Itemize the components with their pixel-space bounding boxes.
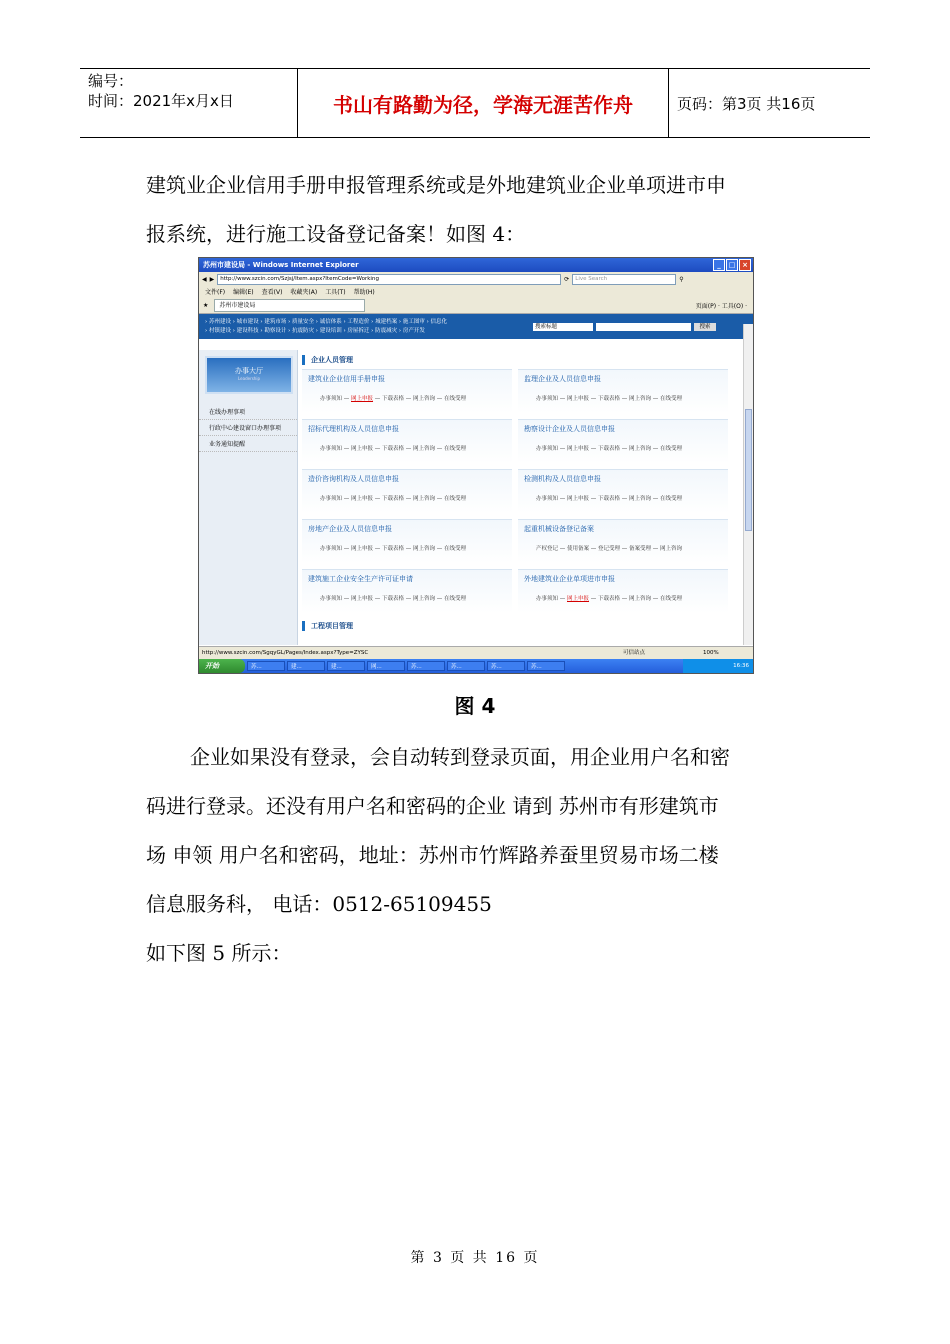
- section-title: 企业人员管理: [302, 355, 743, 365]
- maximize-icon[interactable]: □: [726, 259, 738, 271]
- taskbar-item[interactable]: 苏...: [527, 661, 565, 671]
- paragraph-line: 建筑业企业信用手册申报管理系统或是外地建筑业企业单项进市申: [146, 173, 726, 197]
- page-footer: 第 3 页 共 16 页: [410, 1250, 540, 1266]
- hall-subtitle: Leadership: [238, 376, 260, 381]
- taskbar-item[interactable]: 苏...: [487, 661, 525, 671]
- menu-view[interactable]: 查看(V): [261, 289, 283, 296]
- scroll-thumb[interactable]: [745, 409, 752, 531]
- figure-caption: 图 4: [454, 694, 496, 718]
- service-card: [302, 369, 512, 413]
- service-title[interactable]: 造价咨询机构及人员信息申报: [308, 475, 399, 483]
- online-apply-link[interactable]: 网上申报: [351, 396, 374, 402]
- taskbar-item[interactable]: 苏...: [407, 661, 445, 671]
- left-menu: [199, 404, 297, 452]
- paragraph-line: 如下图 5 所示：: [146, 941, 292, 965]
- service-card: [302, 569, 512, 613]
- search-icon[interactable]: ⚲: [679, 275, 684, 283]
- window-title: 苏州市建设局 - Windows Internet Explorer: [203, 261, 359, 269]
- service-links: [302, 384, 512, 402]
- toolbar-tools[interactable]: 页面(P) · 工具(O) ·: [695, 302, 747, 310]
- service-title[interactable]: 房地产企业及人员信息申报: [308, 525, 392, 533]
- service-card: [302, 519, 512, 563]
- nav-line[interactable]: › 苏州建设 › 城市建设 › 建筑市场 › 质量安全 › 诚信体系 › 工程造价 › 城建档案 › 施工图审 › 信息化: [205, 318, 448, 325]
- start-button[interactable]: 开始: [199, 659, 245, 673]
- menu-favorites[interactable]: 收藏夹(A): [290, 289, 318, 296]
- site-search-input[interactable]: [596, 323, 691, 331]
- links-text[interactable]: 办事须知 —: [320, 396, 351, 402]
- service-card: [302, 419, 512, 463]
- service-links[interactable]: 办事须知 — 网上申报 — 下载表格 — 网上咨询 — 在线受理: [536, 496, 682, 502]
- service-card: [518, 519, 728, 563]
- service-links[interactable]: 办事须知 — 网上申报 — 下载表格 — 网上咨询 — 在线受理: [320, 446, 466, 452]
- menu-help[interactable]: 帮助(H): [353, 289, 375, 296]
- close-icon[interactable]: ×: [739, 259, 751, 271]
- ie-title-bar: [199, 258, 753, 272]
- status-bar: [199, 646, 753, 659]
- service-card: [302, 469, 512, 513]
- browser-tab[interactable]: 苏州市建设局: [214, 299, 365, 312]
- service-grid: [302, 369, 743, 613]
- service-links[interactable]: 办事须知 — 网上申报 — 下载表格 — 网上咨询 — 在线受理: [536, 396, 682, 402]
- vertical-scrollbar[interactable]: [743, 324, 753, 645]
- service-title[interactable]: 起重机械设备登记备案: [524, 525, 594, 533]
- minimize-icon[interactable]: _: [713, 259, 725, 271]
- service-title[interactable]: 建筑施工企业安全生产许可证申请: [308, 575, 413, 583]
- figure-4-screenshot: [198, 257, 754, 674]
- service-title[interactable]: 外地建筑业企业单项进市申报: [524, 575, 615, 583]
- search-button[interactable]: 搜索: [694, 323, 716, 331]
- paragraph-line: 信息服务科， 电话：0512-65109455: [146, 892, 492, 916]
- refresh-icon[interactable]: ⟳: [564, 275, 570, 283]
- site-banner: [199, 314, 753, 339]
- service-title[interactable]: 监理企业及人员信息申报: [524, 375, 601, 383]
- forward-icon[interactable]: ▶: [209, 275, 215, 283]
- service-links[interactable]: 产权登记 — 使用备案 — 登记受理 — 备案受理 — 网上咨询: [536, 546, 682, 552]
- menu-file[interactable]: 文件(F): [205, 289, 226, 296]
- tab-bar: [199, 297, 753, 314]
- trusted-zone: 可信站点: [623, 650, 646, 656]
- back-icon[interactable]: ◀: [202, 275, 207, 283]
- system-clock: 16:36: [683, 659, 753, 673]
- taskbar-item[interactable]: 苏...: [447, 661, 485, 671]
- live-search-input[interactable]: Live Search: [572, 274, 676, 285]
- service-card: [518, 369, 728, 413]
- menu-edit[interactable]: 编辑(E): [233, 289, 254, 296]
- left-sidebar: [199, 350, 298, 645]
- service-links[interactable]: 办事须知 — 网上申报 — 下载表格 — 网上咨询 — 在线受理: [320, 546, 466, 552]
- taskbar-item[interactable]: 苏...: [247, 661, 285, 671]
- paragraph-line: 报系统，进行施工设备登记备案！如图 4：: [146, 222, 526, 246]
- online-apply-link[interactable]: 网上申报: [567, 596, 590, 602]
- search-select[interactable]: 搜索标题: [533, 323, 593, 331]
- service-hall-banner[interactable]: [205, 356, 293, 394]
- site-nav: [205, 318, 525, 336]
- service-card: [518, 469, 728, 513]
- paragraph-1: [146, 161, 810, 259]
- nav-line[interactable]: › 村镇建设 › 建设科技 › 勘察设计 › 抗震防灾 › 建设培训 › 房屋拆迁 › 防震减灾 › 房产开发: [205, 327, 425, 334]
- service-title[interactable]: 招标代理机构及人员信息申报: [308, 425, 399, 433]
- favorites-star-icon[interactable]: ★: [203, 301, 209, 309]
- paragraph-2: [146, 733, 810, 978]
- main-panel: [298, 350, 743, 645]
- site-search: [533, 323, 716, 331]
- address-bar: [199, 272, 753, 286]
- service-card: [518, 569, 728, 613]
- hall-title: 办事大厅: [235, 367, 263, 375]
- links-text[interactable]: 办事须知 —: [536, 596, 567, 602]
- paragraph-line: 场 申领 用户名和密码，地址：苏州市竹辉路养蚕里贸易市场二楼: [146, 843, 719, 867]
- service-links[interactable]: 办事须知 — 网上申报 — 下载表格 — 网上咨询 — 在线受理: [536, 446, 682, 452]
- header-left-cell: [80, 69, 298, 137]
- page-content: [199, 350, 743, 645]
- service-links: [518, 584, 728, 602]
- service-title[interactable]: 建筑业企业信用手册申报: [308, 375, 385, 383]
- zoom-level[interactable]: 100%: [703, 650, 719, 656]
- menu-tools[interactable]: 工具(T): [325, 289, 346, 296]
- service-card: [518, 419, 728, 463]
- status-url: http://www.szcin.com/SgqyGL/Pages/Index.aspx?Type=ZYSC: [202, 650, 369, 656]
- menu-bar: [199, 286, 753, 297]
- service-title[interactable]: 检测机构及人员信息申报: [524, 475, 601, 483]
- time-label: 时间：2021年x月x日: [88, 92, 234, 110]
- motto: 书山有路勤为径，学海无涯苦作舟: [298, 69, 669, 137]
- service-title[interactable]: 勘察设计企业及人员信息申报: [524, 425, 615, 433]
- left-menu-item[interactable]: 业务通知提醒: [199, 436, 297, 452]
- url-field[interactable]: http://www.szcin.com/Szjsj/Item.aspx?ItemCode=Working: [217, 274, 561, 285]
- page-label: 页码：第3页 共16页: [677, 94, 816, 113]
- paragraph-line: 码进行登录。还没有用户名和密码的企业 请到 苏州市有形建筑市: [146, 794, 719, 818]
- links-text[interactable]: — 下载表格 — 网上咨询 — 在线受理: [373, 396, 467, 402]
- taskbar-item[interactable]: 建...: [287, 661, 325, 671]
- left-menu-item[interactable]: 行政中心建设窗口办理事项: [199, 420, 297, 436]
- taskbar-item[interactable]: 建...: [327, 661, 365, 671]
- document-header: [80, 68, 870, 138]
- paragraph-line: 企业如果没有登录，会自动转到登录页面，用企业用户名和密: [190, 745, 730, 769]
- service-links[interactable]: 办事须知 — 网上申报 — 下载表格 — 网上咨询 — 在线受理: [320, 596, 466, 602]
- links-text[interactable]: — 下载表格 — 网上咨询 — 在线受理: [589, 596, 683, 602]
- section-title: 工程项目管理: [302, 621, 743, 631]
- number-label: 编号：: [88, 72, 134, 90]
- left-menu-item[interactable]: 在线办理事项: [199, 404, 297, 420]
- windows-taskbar: [199, 659, 753, 673]
- taskbar-item[interactable]: 网...: [367, 661, 405, 671]
- service-links[interactable]: 办事须知 — 网上申报 — 下载表格 — 网上咨询 — 在线受理: [320, 496, 466, 502]
